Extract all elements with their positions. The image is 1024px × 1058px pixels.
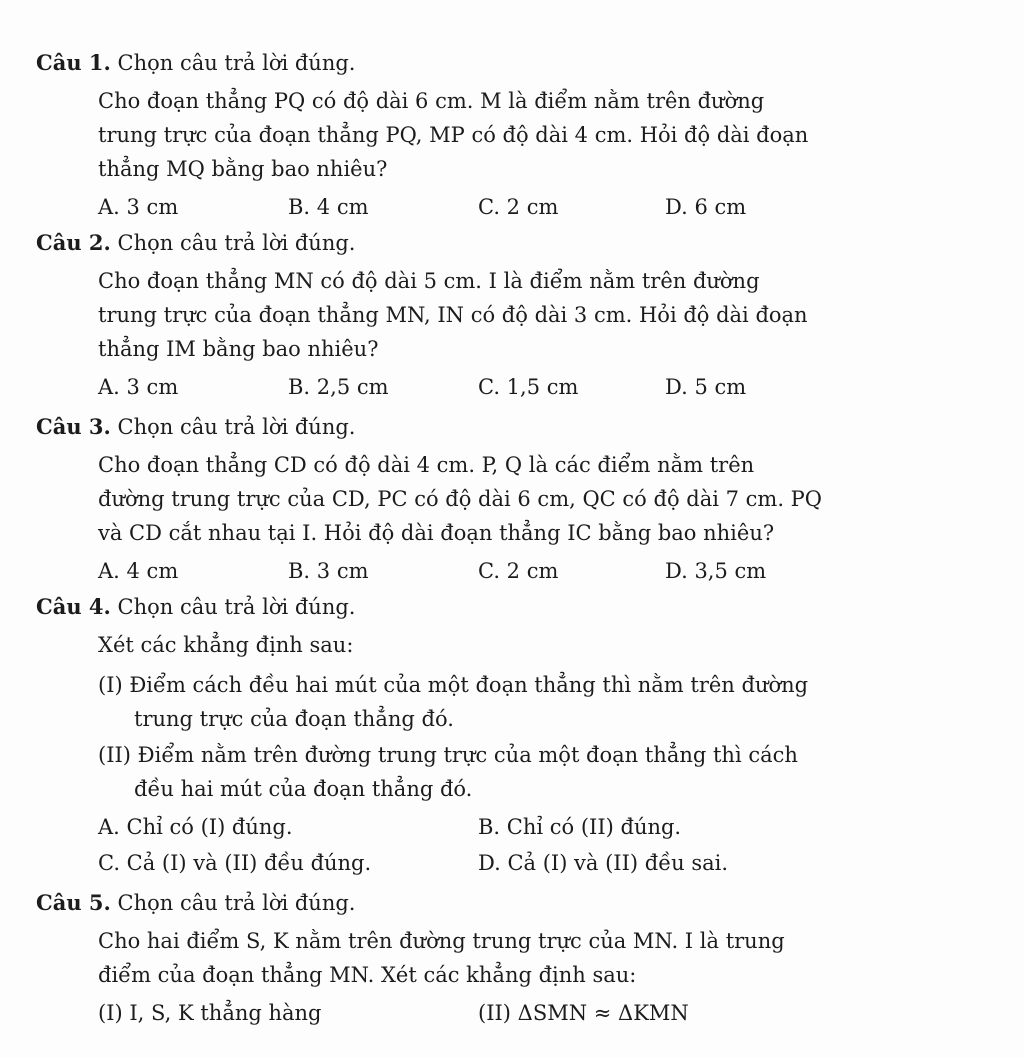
question-4-statement-1-line-1: (I) Điểm cách đều hai mút của một đoạn thẳng thì nằm trên đường [98,673,809,697]
question-1-text-line-2: trung trực của đoạn thẳng PQ, MP có độ dài 4 cm. Hỏi độ dài đoạn [98,123,809,147]
question-5-statement-2: (II) ΔSMN ≈ ΔKMN [478,1001,689,1025]
question-2-instruction: Chọn câu trả lời đúng. [117,231,356,255]
question-1-option-a: A. 3 cm [98,195,179,219]
question-2-option-d: D. 5 cm [665,375,747,399]
question-3-text-line-1: Cho đoạn thẳng CD có độ dài 4 cm. P, Q là các điểm nằm trên [98,453,755,477]
question-1-text-line-3: thẳng MQ bằng bao nhiêu? [98,157,388,181]
question-4-statement-2-line-1: (II) Điểm nằm trên đường trung trực của một đoạn thẳng thì cách [98,743,798,767]
question-4-statement-1-line-2: trung trực của đoạn thẳng đó. [134,707,454,731]
question-3-option-c: C. 2 cm [478,559,559,583]
question-5-heading [36,890,355,916]
question-3-text-line-3: và CD cắt nhau tại I. Hỏi độ dài đoạn thẳng IC bằng bao nhiêu? [98,521,775,545]
question-4-heading [36,594,355,620]
question-3-option-a: A. 4 cm [98,559,179,583]
question-5-instruction: Chọn câu trả lời đúng. [117,891,356,915]
question-4-number: Câu 4. [36,594,111,619]
question-2-text-line-1: Cho đoạn thẳng MN có độ dài 5 cm. I là điểm nằm trên đường [98,269,760,293]
question-2-option-a: A. 3 cm [98,375,179,399]
question-5-text-line-1: Cho hai điểm S, K nằm trên đường trung trực của MN. I là trung [98,929,785,953]
question-4-option-c: C. Cả (I) và (II) đều đúng. [98,851,372,875]
question-2-number: Câu 2. [36,230,111,255]
question-2-text-line-3: thẳng IM bằng bao nhiêu? [98,337,379,361]
question-2-text-line-2: trung trực của đoạn thẳng MN, IN có độ dài 3 cm. Hỏi độ dài đoạn [98,303,808,327]
question-3-option-b: B. 3 cm [288,559,369,583]
question-3-text-line-2: đường trung trực của CD, PC có độ dài 6 cm, QC có độ dài 7 cm. PQ [98,487,823,511]
question-4-instruction: Chọn câu trả lời đúng. [117,595,356,619]
question-2-heading [36,230,355,256]
question-4-option-a: A. Chỉ có (I) đúng. [98,815,293,839]
question-4-intro: Xét các khẳng định sau: [98,633,354,657]
question-3-heading [36,414,355,440]
question-3-number: Câu 3. [36,414,111,439]
question-1-option-b: B. 4 cm [288,195,369,219]
question-1-option-d: D. 6 cm [665,195,747,219]
question-2-option-b: B. 2,5 cm [288,375,389,399]
question-5-number: Câu 5. [36,890,111,915]
question-3-option-d: D. 3,5 cm [665,559,767,583]
question-4-option-b: B. Chỉ có (II) đúng. [478,815,682,839]
question-4-statement-2-line-2: đều hai mút của đoạn thẳng đó. [134,777,473,801]
question-1-option-c: C. 2 cm [478,195,559,219]
question-4-option-d: D. Cả (I) và (II) đều sai. [478,851,729,875]
question-1-number: Câu 1. [36,50,111,75]
question-2-option-c: C. 1,5 cm [478,375,579,399]
question-1-instruction: Chọn câu trả lời đúng. [117,51,356,75]
question-5-text-line-2: điểm của đoạn thẳng MN. Xét các khẳng định sau: [98,963,637,987]
question-5-statement-1: (I) I, S, K thẳng hàng [98,1001,322,1025]
question-1-heading [36,50,355,76]
question-3-instruction: Chọn câu trả lời đúng. [117,415,356,439]
question-1-text-line-1: Cho đoạn thẳng PQ có độ dài 6 cm. M là điểm nằm trên đường [98,89,765,113]
